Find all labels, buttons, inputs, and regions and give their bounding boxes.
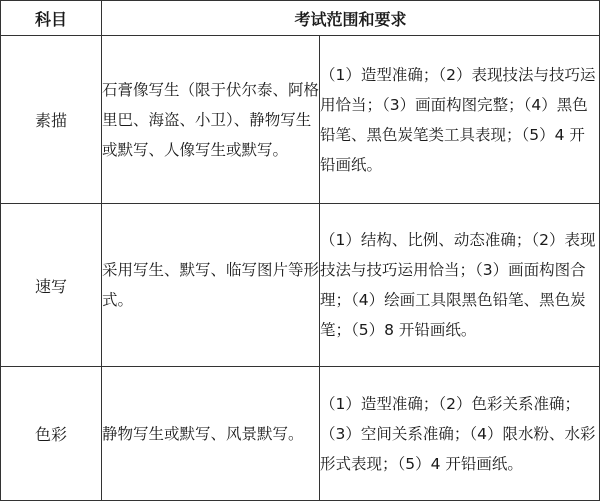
subject-cell: 速写 <box>1 204 102 367</box>
requirements-cell <box>320 367 600 501</box>
subject-cell: 色彩 <box>1 367 102 501</box>
subject-cell: 素描 <box>1 36 102 204</box>
table-row <box>1 36 600 204</box>
requirements-text: （1）结构、比例、动态准确；（2）表现技法与技巧运用恰当；（3）画面构图合理；（4）绘画工具限黑色铅笔、黑色炭笔；（5）8 开铅画纸。 <box>320 231 596 339</box>
scope-text: 静物写生或默写、风景默写。 <box>102 424 304 443</box>
scope-cell <box>102 367 320 501</box>
table-row <box>1 367 600 501</box>
scope-cell <box>102 204 320 367</box>
requirements-cell <box>320 36 600 204</box>
table-row <box>1 204 600 367</box>
header-row <box>1 1 600 36</box>
requirements-cell <box>320 204 600 367</box>
header-scope-requirements: 考试范围和要求 <box>102 1 600 36</box>
scope-text: 采用写生、默写、临写图片等形式。 <box>102 261 320 309</box>
requirements-text: （1）造型准确；（2）表现技法与技巧运用恰当；（3）画面构图完整；（4）黑色铅笔、黑色炭笔类工具表现；（5）4 开铅画纸。 <box>320 65 596 174</box>
scope-text: 石膏像写生（限于伏尔泰、阿格里巴、海盗、小卫）、静物写生或默写、人像写生或默写。 <box>102 80 320 159</box>
header-subject: 科目 <box>1 1 102 36</box>
requirements-text: （1）造型准确；（2）色彩关系准确；（3）空间关系准确；（4）限水粉、水彩形式表现；（5）4 开铅画纸。 <box>320 394 596 473</box>
scope-cell <box>102 36 320 204</box>
